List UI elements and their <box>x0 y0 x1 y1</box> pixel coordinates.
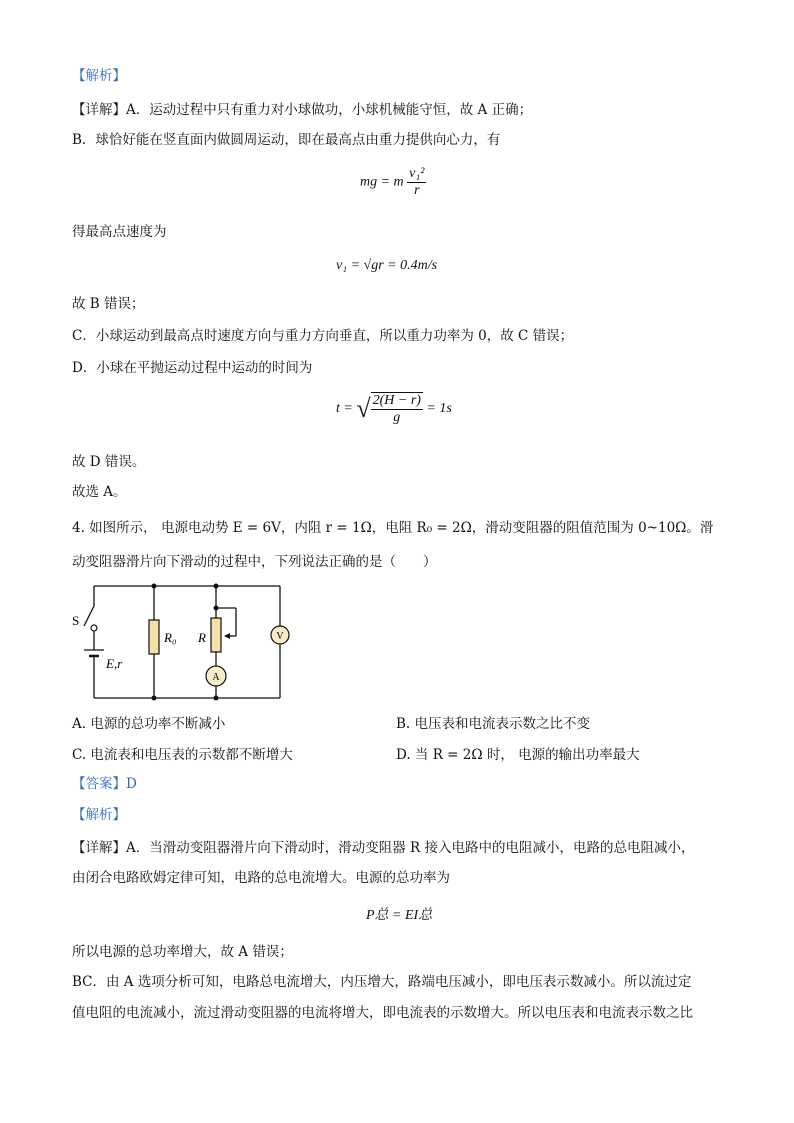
bc-line-2: 值电阻的电流减小，流过滑动变阻器的电流将增大，即电流表的示数增大。所以电压表和电流表示数之比 <box>72 1005 693 1021</box>
detail-c-line: C．小球运动到最高点时速度方向与重力方向垂直，所以重力功率为 0，故 C 错误； <box>72 328 574 344</box>
question-4-line-2: 动变阻器滑片向下滑动的过程中，下列说法正确的是（ ） <box>72 554 437 570</box>
formula-1-left: mg = m <box>360 174 404 190</box>
formula-centripetal <box>360 166 426 199</box>
slider-arrow-icon <box>224 633 230 639</box>
ammeter-label: A <box>212 672 220 683</box>
option-d: D. 当 R = 2Ω 时， 电源的输出功率最大 <box>396 747 640 763</box>
source-label: E,r <box>106 656 123 671</box>
get-speed-line: 得最高点速度为 <box>72 224 167 240</box>
b-wrong-line: 故 B 错误； <box>72 296 145 312</box>
formula-1-numerator: v₁² <box>409 166 425 181</box>
switch-label: S <box>72 613 80 628</box>
formula-3-denominator: g <box>393 410 401 425</box>
d-wrong-line: 故 D 错误。 <box>72 454 146 470</box>
resistor-r0 <box>149 620 159 654</box>
detail-a-line: 【详解】A．运动过程中只有重力对小球做功，小球机械能守恒，故 A 正确； <box>72 102 533 118</box>
detail-b-line: B．球恰好能在竖直面内做圆周运动，即在最高点由重力提供向心力，有 <box>72 132 501 148</box>
formula-3-numerator: 2(H − r) <box>372 393 421 408</box>
option-a: A. 电源的总功率不断减小 <box>72 716 226 732</box>
formula-3-fraction <box>371 392 423 426</box>
detail-d-line: D．小球在平抛运动过程中运动的时间为 <box>72 360 313 376</box>
bc-line-1: BC．由 A 选项分析可知，电路总电流增大，内压增大，路端电压减小，即电压表示数减小。所以流过定 <box>72 974 692 990</box>
formula-3-left: t = <box>336 401 353 417</box>
r0-label: R₀ <box>164 630 177 645</box>
answer-tag: 【答案】D <box>72 776 137 792</box>
formula-speed: v₁ = √gr = 0.4m/s <box>336 258 438 273</box>
formula-power: P总 = EI总 <box>366 908 433 923</box>
a-wrong-line: 所以电源的总功率增大，故 A 错误； <box>72 944 293 960</box>
option-c: C. 电流表和电压表的示数都不断增大 <box>72 747 293 763</box>
analysis-tag: 【解析】 <box>72 68 126 84</box>
rheostat-r <box>211 618 221 652</box>
formula-time <box>336 392 452 426</box>
formula-1-denominator: r <box>414 183 420 198</box>
question-4-line-1: 4. 如图所示， 电源电动势 E = 6V，内阻 r = 1Ω，电阻 R₀ = 2Ω，滑动变阻器的阻值范围为 0~10Ω。滑 <box>72 520 714 536</box>
formula-3-right: = 1s <box>426 401 452 417</box>
r-label: R <box>198 630 206 645</box>
formula-1-fraction <box>407 166 426 199</box>
circuit-diagram <box>64 578 304 708</box>
detail-2-line-1: 【详解】A．当滑动变阻器滑片向下滑动时，滑动变阻器 R 接入电路中的电阻减小，电路的总电阻减小， <box>72 840 695 856</box>
option-b: B. 电压表和电流表示数之比不变 <box>396 716 591 732</box>
sqrt-icon: √ <box>356 394 371 423</box>
detail-2-line-2: 由闭合电路欧姆定律可知，电路的总电流增大。电源的总功率为 <box>72 870 450 886</box>
choose-line: 故选 A。 <box>72 484 127 500</box>
voltmeter-label: V <box>276 631 284 642</box>
analysis-tag-2: 【解析】 <box>72 807 126 823</box>
